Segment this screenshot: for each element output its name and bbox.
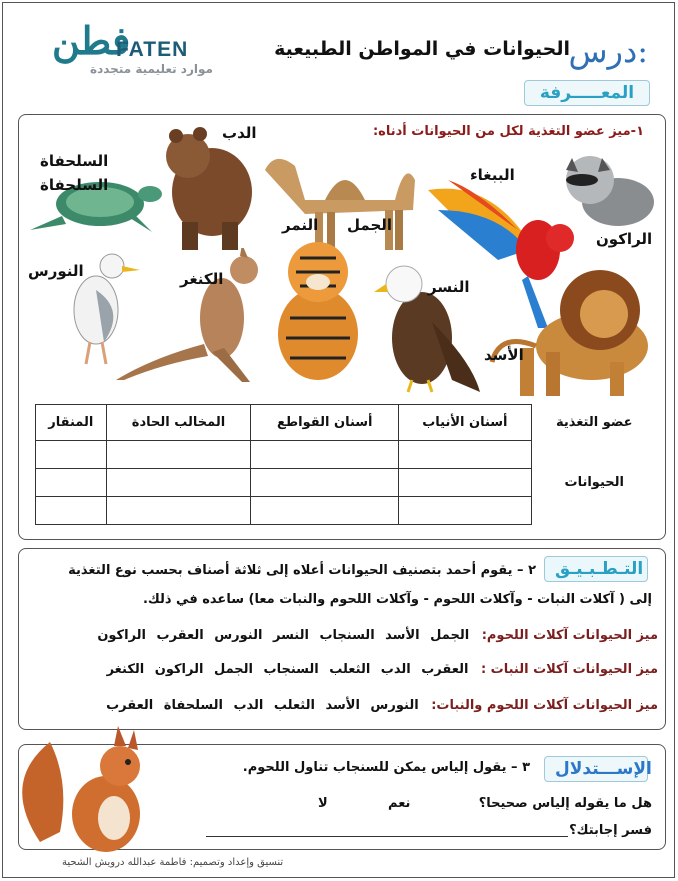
row-head-animals: الحيوانات: [531, 441, 657, 525]
feeding-table: [35, 404, 657, 525]
option-no[interactable]: لا: [318, 796, 328, 811]
category-herbivores: [107, 662, 658, 677]
answer-cell[interactable]: [399, 469, 531, 497]
answer-cell[interactable]: [106, 469, 251, 497]
category-animals[interactable]: العقرب الدب الثعلب السنجاب الجمل الراكون الكنغر: [106, 662, 469, 677]
inference-ribbon: الإســـتدلال: [544, 756, 648, 782]
answer-cell[interactable]: [399, 497, 531, 525]
knowledge-ribbon: المعـــــرفة: [524, 80, 650, 106]
lesson-title: الحيوانات في المواطن الطبيعية: [274, 38, 570, 60]
category-carnivores: [97, 628, 658, 643]
label-tiger: النمر: [282, 216, 319, 234]
question-3-b: فسر إجابتك؟: [569, 823, 652, 838]
answer-line[interactable]: [206, 836, 568, 837]
label-seagull: النورس: [28, 262, 84, 280]
question-1: ١-ميز عضو التغذية لكل من الحيوانات أدناه:: [372, 124, 644, 139]
category-label: ميز الحيوانات آكلات اللحوم والنبات:: [431, 698, 658, 713]
faten-logo-mark: فطن: [52, 18, 131, 63]
answer-cell[interactable]: [251, 441, 399, 469]
category-animals[interactable]: الجمل الأسد السنجاب النسر النورس العقرب الراكون: [97, 628, 470, 643]
label-turtle-top: السلحفاة: [40, 152, 109, 170]
answer-cell[interactable]: [106, 497, 251, 525]
label-bear: الدب: [222, 124, 257, 142]
kangaroo-image: [112, 248, 272, 388]
col-canines: أسنان الأنياب: [399, 405, 531, 441]
answer-cell[interactable]: [36, 441, 107, 469]
footer-credit: تنسيق وإعداد وتصميم: فاطمة عبدالله درويش الشحية: [62, 857, 284, 868]
col-incisors: أسنان القواطع: [251, 405, 399, 441]
question-2-line1: ٢ – يقوم أحمد بتصنيف الحيوانات أعلاه إلى ثلاثة أصناف بحسب نوع التغذية: [68, 563, 536, 578]
raccoon-image: [558, 150, 656, 230]
question-3-a: هل ما يقوله إلياس صحيحا؟: [478, 796, 652, 811]
tiger-image: [270, 238, 366, 382]
category-omnivores: [106, 698, 658, 713]
label-turtle-bottom: السلحفاة: [40, 176, 109, 194]
answer-cell[interactable]: [251, 469, 399, 497]
squirrel-image: [10, 722, 160, 858]
label-eagle: النسر: [428, 278, 470, 296]
answer-cell[interactable]: [251, 497, 399, 525]
answer-cell[interactable]: [36, 469, 107, 497]
question-2-line2: إلى ( آكلات النبات - وآكلات اللحوم - وآكلات اللحوم والنبات معا) ساعده في ذلك.: [142, 592, 652, 607]
label-kangaroo: الكنغر: [180, 270, 224, 288]
lion-image: [480, 262, 656, 398]
category-label: ميز الحيوانات آكلات النبات :: [480, 662, 658, 677]
faten-logo-text: FATEN: [116, 38, 189, 61]
label-camel: الجمل: [347, 216, 393, 234]
category-label: ميز الحيوانات آكلات اللحوم:: [481, 628, 658, 643]
application-ribbon: التـطـبـيـق: [544, 556, 648, 582]
camel-image: [245, 140, 425, 252]
label-raccoon: الراكون: [596, 230, 653, 248]
row-head-organ: عضو التغذية: [531, 405, 657, 441]
answer-cell[interactable]: [36, 497, 107, 525]
faten-logo-subtitle: موارد تعليمية متجددة: [90, 62, 213, 76]
col-claws: المخالب الحادة: [106, 405, 251, 441]
question-3: ٣ – يقول إلياس يمكن للسنجاب تناول اللحوم.: [242, 760, 530, 775]
lesson-prefix: درس:: [568, 32, 648, 70]
option-yes[interactable]: نعم: [388, 796, 411, 811]
answer-cell[interactable]: [399, 441, 531, 469]
label-parrot: الببغاء: [470, 166, 515, 184]
answer-cell[interactable]: [106, 441, 251, 469]
col-beak: المنقار: [36, 405, 107, 441]
label-lion: الأسد: [484, 346, 524, 364]
category-animals[interactable]: النورس الأسد الثعلب الدب السلحفاة العقرب: [106, 698, 419, 713]
